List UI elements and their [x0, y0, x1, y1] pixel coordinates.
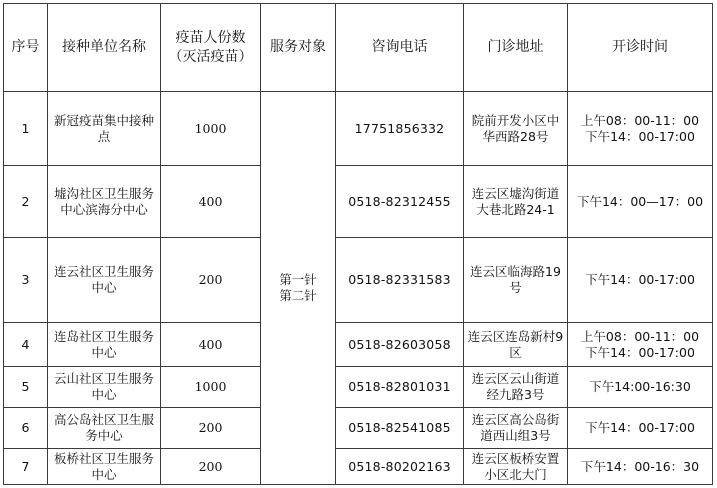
cell-phone: 0518-80202163: [336, 449, 464, 485]
cell-hours: [568, 449, 713, 485]
cell-phone: 0518-82331583: [336, 238, 464, 323]
hours-afternoon: 下午14：00-17:00: [585, 128, 695, 144]
cell-site: 云山社区卫生服务中心: [48, 367, 161, 408]
cell-seq: 3: [4, 238, 48, 323]
cell-phone: 17751856332: [336, 92, 464, 166]
table-row: [4, 408, 713, 449]
header-doses: [161, 4, 261, 92]
cell-doses: 200: [161, 408, 261, 449]
hours-afternoon: 下午14：00—17：00: [576, 193, 704, 209]
cell-seq: 2: [4, 166, 48, 238]
cell-site: 墟沟社区卫生服务中心滨海分中心: [48, 166, 161, 238]
hours-afternoon: 下午14：00-17:00: [585, 344, 695, 360]
cell-hours: [568, 92, 713, 166]
table-row: [4, 92, 713, 166]
cell-hours: [568, 238, 713, 323]
hours-morning: 上午08：00-11：00: [580, 112, 700, 128]
hours-afternoon: 下午14：00-16：30: [580, 458, 700, 474]
cell-doses: 400: [161, 166, 261, 238]
service-target-dose2: 第二针: [279, 288, 317, 303]
cell-doses: 400: [161, 323, 261, 367]
cell-site: 连云社区卫生服务中心: [48, 238, 161, 323]
cell-address: 连云区高公岛街道西山组3号: [464, 408, 568, 449]
cell-address: 连云区临海路19号: [464, 238, 568, 323]
service-target-dose1: 第一针: [279, 272, 317, 288]
cell-seq: 1: [4, 92, 48, 166]
cell-seq: 5: [4, 367, 48, 408]
table-row: [4, 323, 713, 367]
cell-hours: [568, 323, 713, 367]
header-row: [4, 4, 713, 92]
cell-site: 板桥社区卫生服务中心: [48, 449, 161, 485]
header-target: 服务对象: [261, 4, 336, 92]
cell-seq: 4: [4, 323, 48, 367]
hours-afternoon: 下午14：00-17:00: [585, 272, 695, 288]
cell-address: 院前开发小区中华西路28号: [464, 92, 568, 166]
cell-doses: 1000: [161, 367, 261, 408]
cell-site: 连岛社区卫生服务中心: [48, 323, 161, 367]
header-address: 门诊地址: [464, 4, 568, 92]
header-doses-line1: 疫苗人份数: [175, 29, 246, 46]
cell-phone: 0518-82801031: [336, 367, 464, 408]
header-doses-line2: （灭活疫苗）: [168, 48, 253, 65]
table-row: [4, 449, 713, 485]
header-seq: 序号: [4, 4, 48, 92]
header-site: 接种单位名称: [48, 4, 161, 92]
hours-afternoon: 下午14：00-17:00: [585, 420, 695, 436]
cell-seq: 7: [4, 449, 48, 485]
table-row: [4, 238, 713, 323]
cell-seq: 6: [4, 408, 48, 449]
cell-hours: [568, 367, 713, 408]
cell-address: 连云区云山街道经九路3号: [464, 367, 568, 408]
cell-hours: [568, 166, 713, 238]
cell-service-target: [261, 92, 336, 485]
header-phone: 咨询电话: [336, 4, 464, 92]
cell-phone: 0518-82312455: [336, 166, 464, 238]
cell-doses: 1000: [161, 92, 261, 166]
cell-doses: 200: [161, 449, 261, 485]
cell-site: 新冠疫苗集中接种点: [48, 92, 161, 166]
table-row: [4, 166, 713, 238]
hours-afternoon: 下午14:00-16:30: [589, 379, 691, 395]
cell-phone: 0518-82603058: [336, 323, 464, 367]
cell-address: 连云区连岛新村9区: [464, 323, 568, 367]
table-row: [4, 367, 713, 408]
vaccination-sites-table: [3, 3, 713, 485]
cell-address: 连云区墟沟街道大巷北路24-1: [464, 166, 568, 238]
cell-phone: 0518-82541085: [336, 408, 464, 449]
cell-site: 高公岛社区卫生服务中心: [48, 408, 161, 449]
cell-hours: [568, 408, 713, 449]
hours-morning: 上午08：00-11：00: [580, 328, 700, 344]
header-hours: 开诊时间: [568, 4, 713, 92]
cell-address: 连云区板桥安置小区北大门: [464, 449, 568, 485]
cell-doses: 200: [161, 238, 261, 323]
